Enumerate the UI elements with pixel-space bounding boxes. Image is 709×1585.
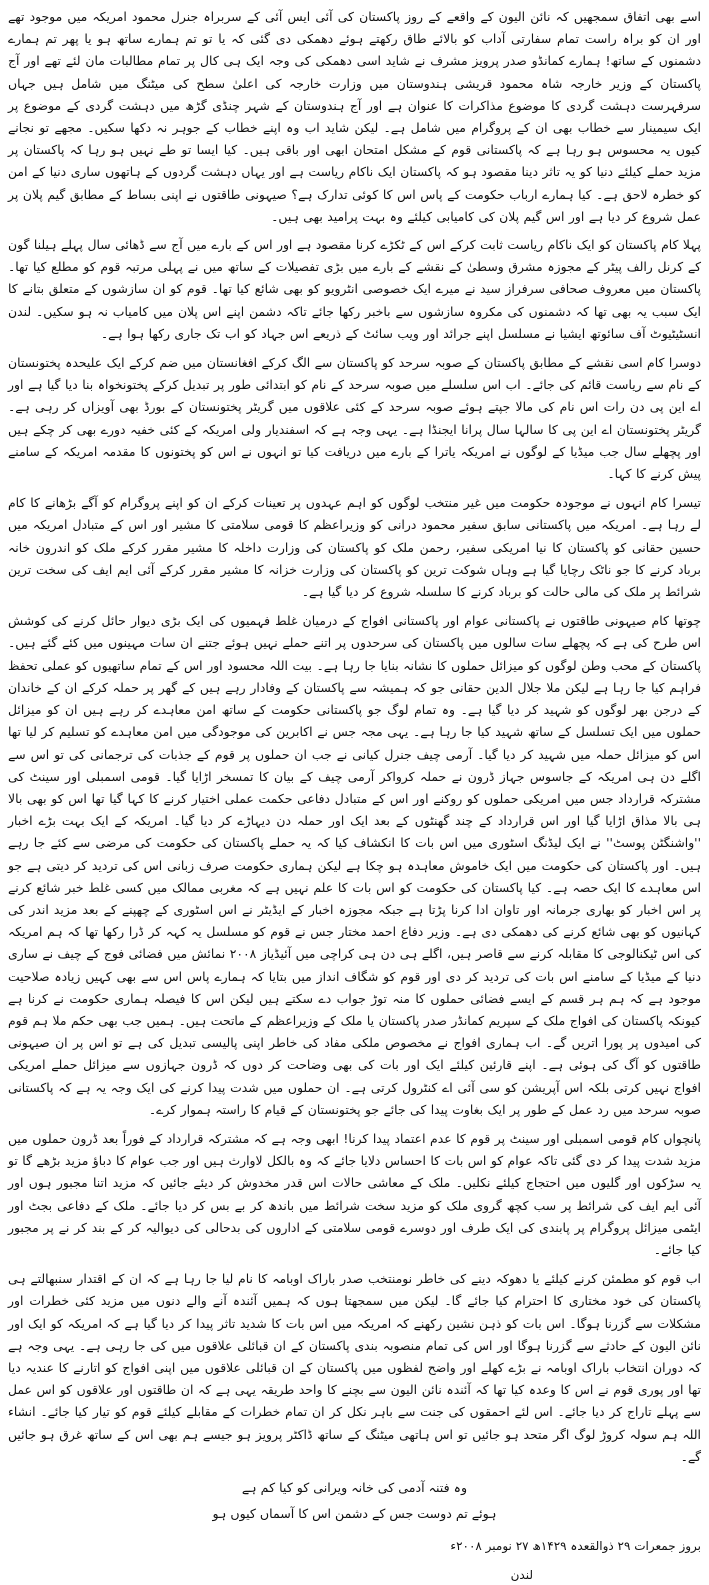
- closing-verse: [8, 1475, 701, 1527]
- article-paragraph: چوتھا کام صیہونی طاقتوں نے پاکستانی عوام اور پاکستانی افواج کے درمیان غلط فہمیوں کی ایک بڑی دیوار حائل کرنے کی کوشش اس طرح کی ہے کہ پچھلے سات سالوں میں پاکستان کی سرحدوں پر اتنے حملے نہیں ہوئے جتنے ان سات مہینوں میں کئے گئے ہیں۔ پاکستان کے محب وطن لوگوں کو میزائل حملوں کا نشانہ بنایا جا رہا ہے۔ بیت اللہ محسود اور اس کے تمام ساتھیوں کو عملی تحفظ فراہم کیا جا رہا ہے لیکن ملا جلال الدین حقانی جو کہ ہمیشہ سے پاکستان کے وفادار رہے ہیں کے گھر پر حملہ کرکے ان کے خاندان کے درجن بھر لوگوں کو شہید کر دیا گیا ہے۔ وہ تمام لوگ جو پاکستانی حکومت کے ساتھ امن معاہدے کر رہے ہیں ان کو میزائل حملوں میں ایک تسلسل کے ساتھ شہید کیا جا رہا ہے۔ یہی مجہ جس نے اکابرین کی موجودگی میں امن معاہدے کو تسلیم کر لیا تھا اس کو میزائل حملہ میں شہید کر دیا گیا۔ آرمی چیف جنرل کیانی نے جب ان حملوں پر قوم کے جذبات کی ترجمانی کی تو اس سے اگلے دن ہی امریکہ کے جاسوس جہاز ڈرون نے حملہ کرواکر آرمی چیف کے بیان کا تمسخر اڑایا گیا۔ قومی اسمبلی اور سینٹ کی مشترکہ قرارداد جس میں امریکی حملوں کو روکنے اور اس کے متبادل دفاعی حکمت عملی اختیار کرنے کا کہا گیا تھا اس کو بھی بالا ہی بالا مذاق اڑایا گیا اور اس قرارداد کے چند گھنٹوں کے بعد ایک اور حملہ دن دیہاڑے کر دیا گیا۔ امریکہ کے ایک بہت بڑے اخبار ''واشنگٹن پوسٹ'' نے ایک لیڈنگ اسٹوری میں اس بات کا انکشاف کیا کہ یہ حملے پاکستان کی حکومت کی مرضی سے کئے جا رہے ہیں۔ اور پاکستان کی حکومت میں ایک خاموش معاہدہ ہو چکا ہے لیکن ہماری حکومت صرف زبانی اس کی تردید کر دیتی ہے جو اس معاہدے کا ایک حصہ ہے۔ کیا پاکستان کی حکومت کو اس بات کا علم نہیں ہے کہ مغربی ممالک میں کسی غلط خبر شائع کرنے پر اس اخبار کو بھاری جرمانہ اور تاوان ادا کرنا پڑتا ہے جبکہ مجوزہ اخبار کے ایڈیٹر نے اس اسٹوری کے چھپنے کے بعد مزید اندر کی کہانیوں کو بھی شائع کرنے کی دھمکی دی ہے۔ وزیر دفاع احمد مختار جس نے قوم کو مسلسل یہ کہہ کر ڈرا رکھا تھا کہ ہم امریکہ کی اس ٹیکنالوجی کا مقابلہ کرنے سے قاصر ہیں، اگلے ہی دن ہی کراچی میں آئیڈیاز ۲۰۰۸ نمائش میں فضائی فوج کے چیف نے ساری دنیا کے میڈیا کے سامنے اس بات کی تردید کر دی اور قوم کو شگاف انداز میں بتایا کہ ہمارے پاس اس سے بھی کہیں زیادہ صلاحیت موجود ہے کہ ہم ہر قسم کے ایسے فضائی حملوں کا منہ توڑ جواب دے سکتے ہیں لیکن اس کا فیصلہ ہماری حکومت نے کرنا ہے کیونکہ پاکستان کی افواج ملک کے سپریم کمانڈر صدر پاکستان یا ملک کے وزیراعظم کے ماتحت ہیں۔ ہمیں جب بھی حکم ملا ہم قوم کی امیدوں پر پورا اتریں گے۔ اب ہماری افواج نے مخصوص ملکی مفاد کی خاطر اپنی پالیسی تبدیل کی ہے تو اس پر ان صیہونی طاقتوں کو آگ کی ہوئی ہے۔ اپنے قارئین کیلئے ایک اور بات کی بھی وضاحت کر دوں کہ ڈرون جہازوں سے میزائل حملے امریکی افواج نہیں کرتی بلکہ اس آپریشن کو سی آئی اے کنٹرول کرتی ہے۔ ان حملوں میں شدت پیدا کرنے کی ایک وجہ یہ ہے کہ پاکستانی صوبہ سرحد میں رد عمل کے طور پر ایک بغاوت پیدا کی جائے جو پختونستان کے قیام کا راستہ ہموار کرے۔: [8, 613, 701, 1117]
- article-paragraph: تیسرا کام انہوں نے موجودہ حکومت میں غیر منتخب لوگوں کو اہم عہدوں پر تعینات کرکے ان کو اپنے پروگرام کو آگے بڑھانے کا کام لے رہا ہے۔ امریکہ میں پاکستانی سابق سفیر محمود درانی کو وزیراعظم کا قومی سلامتی کا مشیر اور اس کے متبادل امریکہ میں حسین حقانی کو پاکستان کا نیا امریکی سفیر، رحمن ملک کو پاکستان کی وزارت داخلہ کا مشیر مقرر کرکے ملک کو اندرون خانہ برباد کرنے کا جو ناٹک رچایا گیا ہے وہاں شوکت ترین کو پاکستان کی وزارت خزانہ کا مشیر مقرر کرکے آئی ایم ایف کی سخت ترین شرائط پر ملک کی مالی حالت کو برباد کرنے کا سلسلہ شروع کر دیا گیا ہے۔: [8, 495, 701, 600]
- article-body: [8, 6, 701, 1468]
- article-paragraph: دوسرا کام اسی نقشے کے مطابق پاکستان کے صوبہ سرحد کو پاکستان سے الگ کرکے افغانستان میں ضم کرکے ایک علیحدہ پختونستان کے نام سے ریاست قائم کی جائے۔ اب اس سلسلے میں صوبہ سرحد کے نام کو ابتدائی طور پر تبدیل کرکے پختونخواہ بنا دیا گیا ہے اور اے این پی دن رات اس نام کی مالا جپتے ہوئے صوبہ سرحد کے کئی علاقوں میں گریٹر پختونستان کے بورڈ بھی آویزاں کر رہی ہے۔ گریٹر پختونستان اے این پی کا سالہا سال پرانا ایجنڈا ہے۔ یہی وجہ ہے کہ اسفندیار ولی امریکہ کے کئی خفیہ دورے بھی کر چکے ہیں اور پچھلے سال جب میڈیا کے لوگوں نے امریکہ یاترا کے بارے میں دریافت کیا تو انہوں نے اس کو پختونوں کا مقدمہ امریکہ کے سامنے پیش کرنے کا کہا۔: [8, 355, 701, 482]
- article-paragraph: اسے بھی اتفاق سمجھیں کہ نائن الیون کے واقعے کے روز پاکستان کی آئی ایس آئی کے سربراہ جنرل محمود امریکہ میں موجود تھے اور ان کو براہ راست تمام سفارتی آداب کو بالائے طاق رکھتے ہوئے دھمکی دی گئی کہ یا تو تم ہمارے ساتھ ہو یا پھر تم ہمارے دشمنوں کے ساتھ! ہمارے کمانڈو صدر پرویز مشرف نے شاید اسی دھمکی کی وجہ ایک ہی کال پر تمام مطالبات مان لئے تھے اور آج پاکستان کے وزیر خارجہ شاہ محمود قریشی ہندوستان میں وزارت خارجہ کی اعلیٰ سطح کی میٹنگ میں شامل ہیں جہاں سرفہرست دہشت گردی کا موضوع مذاکرات کا عنوان ہے اور آج ہندوستان کے شہر چنڈی گڑھ میں دہشت گردی کے موضوع پر ایک سیمینار سے خطاب بھی ان کے پروگرام میں شامل ہے۔ لیکن شاید اب وہ اپنے خطاب کے جوہر نہ دکھا سکیں۔ مجھے تو نجانے کیوں یہ محسوس ہو رہا ہے کہ پاکستانی قوم کے مشکل امتحان ابھی اور باقی ہیں۔ کیا ایسا تو طے نہیں ہو رہا کہ پاکستان پر مزید حملے کیلئے دنیا کو یہ تاثر دینا مقصود ہو کہ پاکستان ایک ناکام ریاست ہے اور یہاں دہشت گردوں کے ہاتھوں ساری دنیا کے امن کو خطرہ لاحق ہے۔ کیا ہمارے ارباب حکومت کے پاس اس کا کوئی تدارک ہے؟ صیہونی طاقتوں نے اپنی بساط کے مطابق گیم پلان پر عمل شروع کر دیا ہے اور اس گیم پلان کی کامیابی کیلئے وہ بہت پرامید بھی ہیں۔: [8, 9, 701, 224]
- article-paragraph: پانچواں کام قومی اسمبلی اور سینٹ پر قوم کا عدم اعتماد پیدا کرنا! ابھی وجہ ہے کہ مشترکہ قرارداد کے فوراً بعد ڈرون حملوں میں مزید شدت پیدا کر دی گئی تاکہ عوام کو اس بات کا احساس دلایا جائے کہ وہ بالکل لاوارث ہیں اور جب عوام کا دباؤ مزید بڑھے گا تو یہ سڑکوں اور گلیوں میں احتجاج کیلئے نکلیں۔ ملک کے معاشی حالات اس قدر مخدوش کر دیئے جائیں کہ مزید اتنا مجبور ہوں اور آئی ایم ایف کی شرائط پر سب کچھ گروی ملک کو مزید سخت شرائط میں باندھ کر بے بس کر دیا جائے۔ ملک کے دفاعی بجٹ اور ایٹمی میزائل پروگرام پر پابندی کی ایک طرف اور دوسرے قومی سلامتی کے اداروں کی بدحالی کی دیوالیہ کر کے بند کر نے پر مجبور کیا جائے۔: [8, 1130, 701, 1257]
- verse-line: ہوئے تم دوست جس کے دشمن اس کا آسماں کیوں ہو: [212, 1506, 497, 1521]
- article-place: لندن: [510, 1568, 533, 1582]
- article-paragraph: پہلا کام پاکستان کو ایک ناکام ریاست ثابت کرکے اس کے ٹکڑے کرنا مقصود ہے اور اس کے بارے میں آج سے ڈھائی سال پہلے ہیلنا گون کے کرنل رالف پیٹر کے مجوزہ مشرق وسطیٰ کے نقشے کے بارے میں بڑی تفصیلات کے ساتھ میں نے پہلی مرتبہ قوم کو مطلع کیا تھا۔ پاکستان میں معروف صحافی سرفراز سید نے میرے ایک خصوصی انٹرویو کو بھی شائع کیا تھا۔ قوم کو ان سازشوں کے متعلق بتانے کا ایک سبب یہ بھی تھا کہ دشمنوں کی مکروہ سازشوں سے باخبر رکھا جائے تاکہ دشمن اپنے اس پلان میں کامیاب نہ ہو سکیں۔ لندن انسٹیٹیوٹ آف سائوتھ ایشیا نے مسلسل اپنے جرائد اور ویب سائٹ کے ذریعے اس جہاد کو اب تک جاری رکھا ہوا ہے۔: [8, 237, 701, 341]
- verse-line: وہ فتنہ آدمی کی خانہ ویرانی کو کیا کم ہے: [241, 1480, 468, 1495]
- article-dateline: بروز جمعرات ۲۹ ذوالقعدہ ۱۴۲۹ھ ۲۷ نومبر ۲۰۰۸ء: [450, 1539, 701, 1553]
- article-paragraph: اب قوم کو مطمئن کرنے کیلئے یا دھوکہ دینے کی خاطر نومنتخب صدر باراک اوبامہ کا نام لیا جا رہا ہے کہ ان کے اقتدار سنبھالتے ہی پاکستان کی خود مختاری کا احترام کیا جائے گا۔ لیکن میں سمجھتا ہوں کہ ہمیں آئندہ آنے والے دنوں میں مزید کئی خطرات اور مشکلات سے گزرنا ہوگا۔ اس بات کو ذہن نشین رکھنے کہ امریکہ میں اس بات کا شدید تاثر پیدا کر دیا گیا ہے کہ امریکہ کو ایک اور نائن الیون کے حادثے سے گزرنا ہوگا اور اس کی تمام منصوبہ بندی پاکستان کے ان قبائلی علاقوں میں کی جا رہی ہے۔ یہی وجہ ہے کہ دوران انتخاب باراک اوبامہ نے بڑے کھلے اور واضح لفظوں میں پاکستان کے ان قبائلی علاقوں میں اپنی افواج کو اتارنے کا عندیہ دیا تھا اور پوری قوم نے اس کا وعدہ کیا تھا کہ آئندہ نائن الیون سے بچنے کا واحد طریقہ یہی ہے کہ ان طاقتوں اور علاقوں کو اس عمل سے پہلے تاراج کر دیا جائے۔ اس لئے احمقوں کی جنت سے باہر نکل کر ان تمام خطرات کے مقابلے کیلئے قوم کو تیار کیا جائے۔ انشاء اللہ ہم سولہ کروڑ لوگ اگر متحد ہو جائیں تو اس ہاتھی میٹنگ کے ساتھ ڈاکٹر پرویز ہو جیسے ہم بھی اس کے ساتھ غرق ہو جائیں گے۔: [8, 1271, 701, 1464]
